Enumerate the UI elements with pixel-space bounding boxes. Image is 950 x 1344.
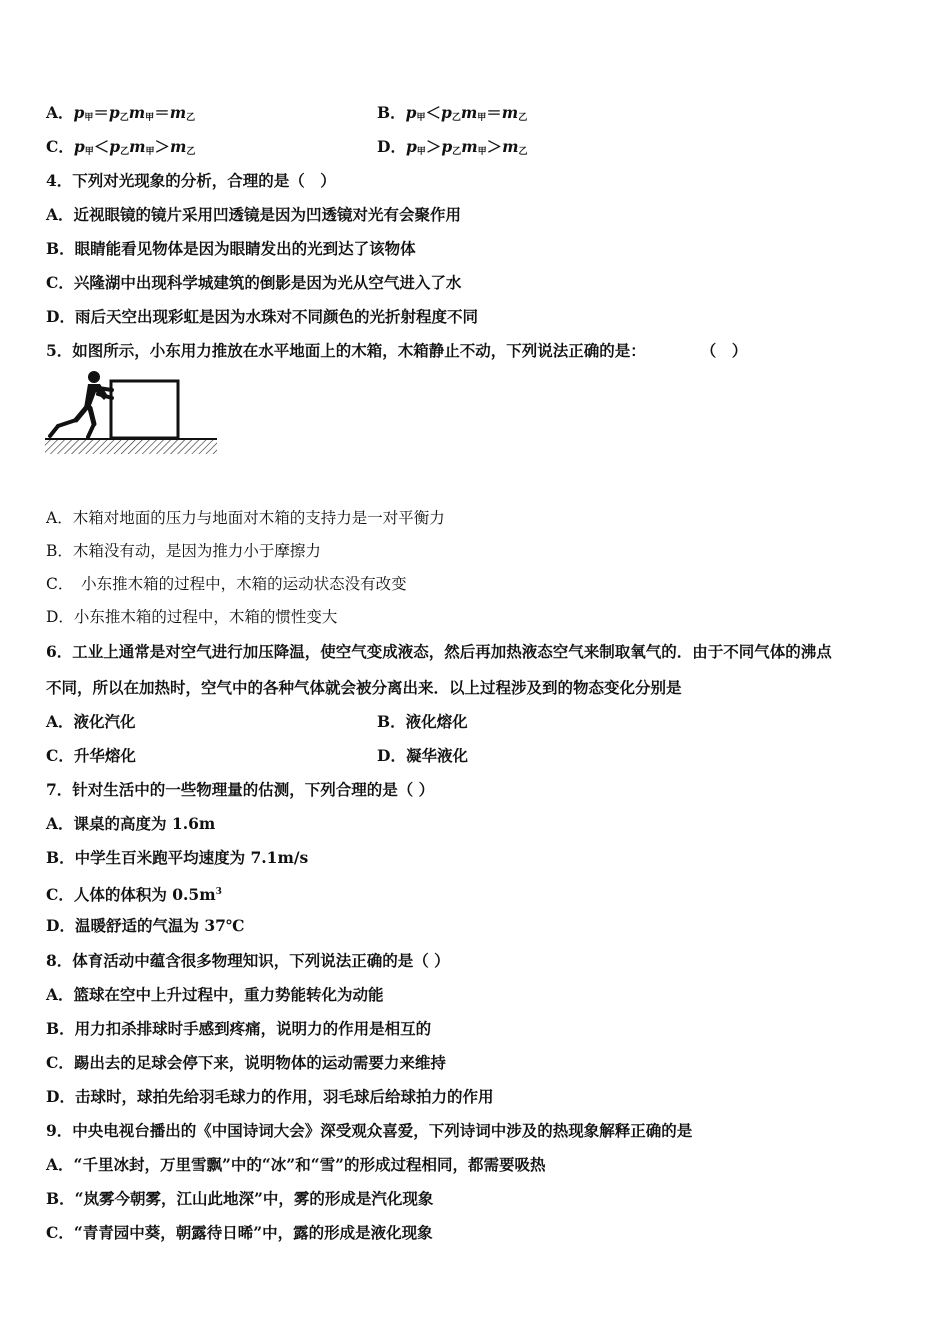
q4-option-d[interactable]: D．雨后天空出现彩虹是因为水珠对不同颜色的光折射程度不同: [46, 307, 478, 326]
q3-option-a[interactable]: [46, 103, 195, 128]
q5-option-d[interactable]: D．小东推木箱的过程中，木箱的惯性变大: [46, 608, 338, 626]
subscript: 乙: [518, 113, 528, 123]
q8-stem: 8．体育活动中蕴含很多物理知识，下列说法正确的是（ ）: [46, 951, 450, 970]
operator: ＞: [486, 137, 503, 156]
option-label: B．: [377, 103, 406, 122]
q6-option-d[interactable]: D．凝华液化: [377, 746, 468, 765]
q9-stem: 9．中央电视台播出的《中国诗词大会》深受观众喜爱，下列诗词中涉及的热现象解释正确的是: [46, 1121, 693, 1140]
q6-option-b[interactable]: B．液化熔化: [377, 712, 468, 731]
q7-option-c[interactable]: [46, 882, 222, 905]
variable: m: [501, 103, 519, 122]
variable: m: [502, 137, 519, 156]
q4-option-a[interactable]: A．近视眼镜的镜片采用凹透镜是因为凹透镜对光有会聚作用: [46, 205, 462, 224]
variable: m: [461, 137, 478, 156]
subscript: 乙: [119, 113, 129, 123]
subscript: 乙: [186, 147, 196, 157]
variable: p: [108, 103, 120, 122]
q7-option-b[interactable]: B．中学生百米跑平均速度为 7.1m/s: [46, 848, 309, 867]
q6-stem-line1: 6．工业上通常是对空气进行加压降温，使空气变成液态，然后再加热液态空气来制取氧气的．由于不同气体的沸点: [46, 642, 832, 661]
subscript: 乙: [120, 147, 130, 157]
subscript: 甲: [145, 147, 155, 157]
variable: p: [441, 137, 453, 156]
option-label: D．: [377, 137, 406, 156]
subscript: 甲: [84, 147, 94, 157]
q9-option-c[interactable]: C．“青青园中葵，朝露待日晞”中，露的形成是液化现象: [46, 1223, 433, 1242]
option-label: C．: [46, 137, 74, 156]
q7-option-c-text: C．人体的体积为 0.5m: [46, 885, 216, 905]
push-box-figure: [44, 368, 220, 462]
variable: p: [73, 103, 85, 122]
subscript: 乙: [518, 147, 528, 157]
q4-stem: 4．下列对光现象的分析，合理的是（ ）: [46, 171, 336, 190]
variable: m: [129, 137, 146, 156]
option-label: A．: [46, 103, 74, 122]
operator: ＞: [425, 137, 442, 156]
q5-option-c[interactable]: C． 小东推木箱的过程中，木箱的运动状态没有改变: [46, 575, 407, 593]
variable: p: [405, 137, 417, 156]
q8-option-a[interactable]: A．篮球在空中上升过程中，重力势能转化为动能: [46, 985, 384, 1004]
subscript: 甲: [84, 113, 94, 123]
q3-option-c[interactable]: [46, 137, 195, 162]
subscript: 甲: [416, 147, 426, 157]
answer-bracket: （ ）: [700, 341, 748, 360]
person-pushing-icon: [50, 371, 112, 437]
formula: [406, 103, 528, 122]
operator: ＝: [154, 103, 170, 122]
variable: m: [170, 137, 187, 156]
formula: [406, 137, 528, 156]
q9-option-b[interactable]: B．“岚雾今朝雾，江山此地深”中，雾的形成是汽化现象: [46, 1189, 434, 1208]
variable: p: [405, 103, 417, 122]
operator: ＝: [93, 103, 109, 122]
operator: ＜: [425, 103, 441, 122]
q5-stem-text: 5．如图所示，小东用力推放在水平地面上的木箱，木箱静止不动，下列说法正确的是：: [46, 341, 646, 360]
formula: [74, 103, 196, 122]
subscript: 乙: [452, 147, 462, 157]
subscript: 甲: [477, 113, 487, 123]
variable: p: [109, 137, 121, 156]
operator: ＝: [486, 103, 502, 122]
q7-option-a[interactable]: A．课桌的高度为 1.6m: [46, 814, 216, 833]
wooden-box: [111, 381, 178, 438]
formula: [74, 137, 196, 156]
variable: p: [73, 137, 85, 156]
q5-stem: [46, 341, 747, 361]
variable: m: [460, 103, 478, 122]
q6-option-a[interactable]: A．液化汽化: [46, 712, 136, 731]
variable: p: [440, 103, 452, 122]
q6-option-c[interactable]: C．升华熔化: [46, 746, 136, 765]
subscript: 乙: [451, 113, 461, 123]
q5-option-a[interactable]: A．木箱对地面的压力与地面对木箱的支持力是一对平衡力: [46, 509, 445, 527]
variable: m: [169, 103, 187, 122]
operator: ＜: [93, 137, 110, 156]
subscript: 甲: [477, 147, 487, 157]
push-box-illustration: [44, 368, 220, 458]
ground-hatching: [45, 439, 217, 454]
subscript: 乙: [186, 113, 196, 123]
q8-option-c[interactable]: C．踢出去的足球会停下来，说明物体的运动需要力来维持: [46, 1053, 446, 1072]
q5-option-b[interactable]: B．木箱没有动，是因为推力小于摩擦力: [46, 542, 321, 560]
operator: ＞: [154, 137, 171, 156]
superscript: 3: [215, 887, 222, 897]
q4-option-b[interactable]: B．眼睛能看见物体是因为眼睛发出的光到达了该物体: [46, 239, 416, 258]
q3-option-d[interactable]: [377, 137, 528, 162]
q3-option-b[interactable]: [377, 103, 527, 128]
q4-option-c[interactable]: C．兴隆湖中出现科学城建筑的倒影是因为光从空气进入了水: [46, 273, 462, 292]
q7-option-d[interactable]: D．温暖舒适的气温为 37℃: [46, 916, 245, 935]
q7-stem: 7．针对生活中的一些物理量的估测，下列合理的是（ ）: [46, 780, 435, 799]
variable: m: [128, 103, 146, 122]
subscript: 甲: [145, 113, 155, 123]
q8-option-d[interactable]: D．击球时，球拍先给羽毛球力的作用，羽毛球后给球拍力的作用: [46, 1087, 494, 1106]
q9-option-a[interactable]: A．“千里冰封，万里雪飘”中的“冰”和“雪”的形成过程相同，都需要吸热: [46, 1155, 546, 1174]
q6-stem-line2: 不同，所以在加热时，空气中的各种气体就会被分离出来．以上过程涉及到的物态变化分别是: [46, 678, 682, 697]
subscript: 甲: [416, 113, 426, 123]
q8-option-b[interactable]: B．用力扣杀排球时手感到疼痛，说明力的作用是相互的: [46, 1019, 432, 1038]
